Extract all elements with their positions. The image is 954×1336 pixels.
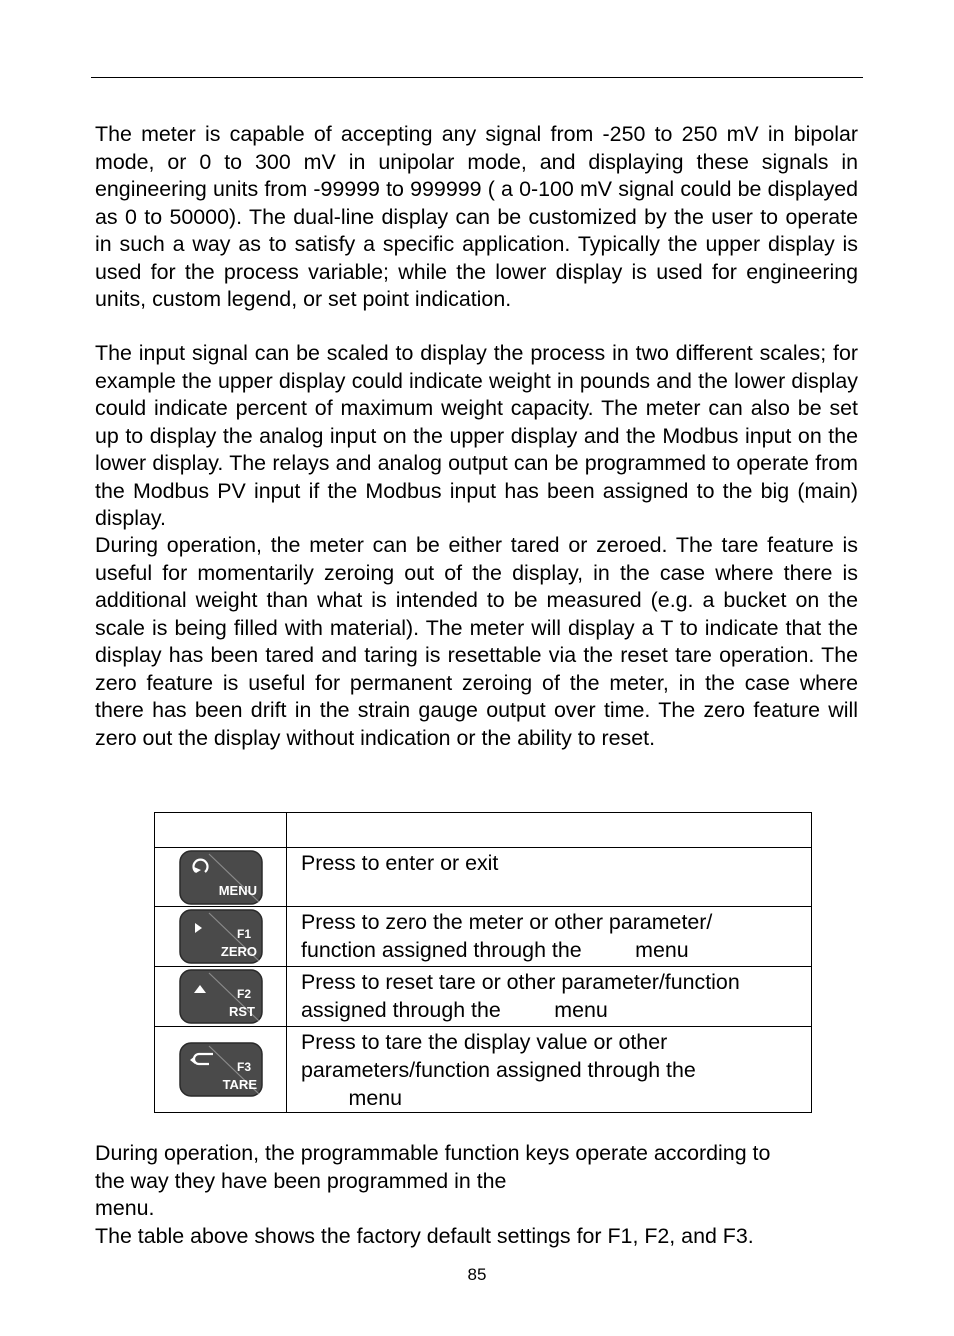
key-description	[287, 1027, 812, 1113]
table-header-row	[155, 813, 812, 848]
closing-text	[95, 1140, 875, 1250]
table-row	[155, 848, 812, 907]
key-cell	[155, 848, 287, 907]
description-line: Press to enter or exit	[301, 851, 499, 875]
closing-line: During operation, the programmable function keys operate according to	[95, 1141, 771, 1165]
svg-text:ZERO: ZERO	[220, 944, 257, 959]
key-cell	[155, 967, 287, 1027]
header-cell-description	[287, 813, 812, 848]
f3-tare-key-icon	[179, 1042, 263, 1097]
table-row	[155, 967, 812, 1027]
closing-line: menu.	[95, 1196, 155, 1220]
description-line: Press to tare the display value or other	[301, 1030, 668, 1054]
paragraph-signal-input: The meter is capable of accepting any signal from -250 to 250 mV in bipolar mode, or 0 to 300 mV in unipolar mode, and displaying these signals in engineering units from -99999 to 999999 ( a 0-100 mV signal could be displayed as 0 to 50000). The dual-line display can be customized by the user to operate in such a way as to satisfy a specific application. Typically the upper display is used for the process variable; while the lower display is used for engineering units, custom legend, or set point indication.	[95, 122, 858, 311]
key-description	[287, 967, 812, 1027]
svg-text:F1: F1	[236, 927, 251, 941]
menu-key-icon	[179, 850, 263, 905]
svg-text:MENU: MENU	[218, 882, 257, 898]
description-line: parameters/function assigned through the	[301, 1058, 696, 1082]
paragraph-tare-zero: During operation, the meter can be either tared or zeroed. The tare feature is useful for momentarily zeroing out of the display, in the case where there is additional weight than what is intended to be measured (e.g. a bucket on the scale is being filled with material). The meter will display a T to indicate that the display has been tared and taring is resettable via the reset tare operation. The zero feature is useful for permanent zeroing of the meter, in the case where there has been drift in the strain gauge output over time. The zero feature will zero out the display without indication or the ability to reset.	[95, 533, 858, 750]
description-line: Press to zero the meter or other parameter/	[301, 910, 713, 934]
key-description	[287, 907, 812, 967]
svg-text:F3: F3	[236, 1060, 251, 1074]
closing-line: The table above shows the factory default settings for F1, F2, and F3.	[95, 1223, 754, 1248]
key-description	[287, 848, 812, 907]
key-cell	[155, 1027, 287, 1113]
svg-text:TARE: TARE	[222, 1077, 257, 1092]
header-rule	[91, 77, 863, 78]
key-cell	[155, 907, 287, 967]
description-line: Press to reset tare or other parameter/function	[301, 970, 740, 994]
svg-text:RST: RST	[228, 1004, 255, 1019]
function-keys-table	[154, 812, 812, 1113]
page-number: 85	[467, 1265, 487, 1284]
description-line: function assigned through the menu	[301, 938, 689, 962]
table-row	[155, 1027, 812, 1113]
table-row	[155, 907, 812, 967]
paragraph-scaling: The input signal can be scaled to display the process in two different scales; for example the upper display could indicate weight in pounds and the lower display could indicate percent of maximum weight capacity. The meter can also be set up to display the analog input on the upper display and the Modbus input on the lower display. The relays and analog output can be programmed to operate from the Modbus PV input if the Modbus input has been assigned to the big (main) display.	[95, 341, 858, 530]
f1-zero-key-icon	[179, 909, 263, 964]
closing-line: the way they have been programmed in the	[95, 1168, 507, 1193]
header-cell-key	[155, 813, 287, 848]
f2-rst-key-icon	[179, 969, 263, 1024]
svg-text:F2: F2	[236, 987, 251, 1001]
description-line: menu	[301, 1086, 403, 1110]
description-line: assigned through the menu	[301, 998, 608, 1022]
